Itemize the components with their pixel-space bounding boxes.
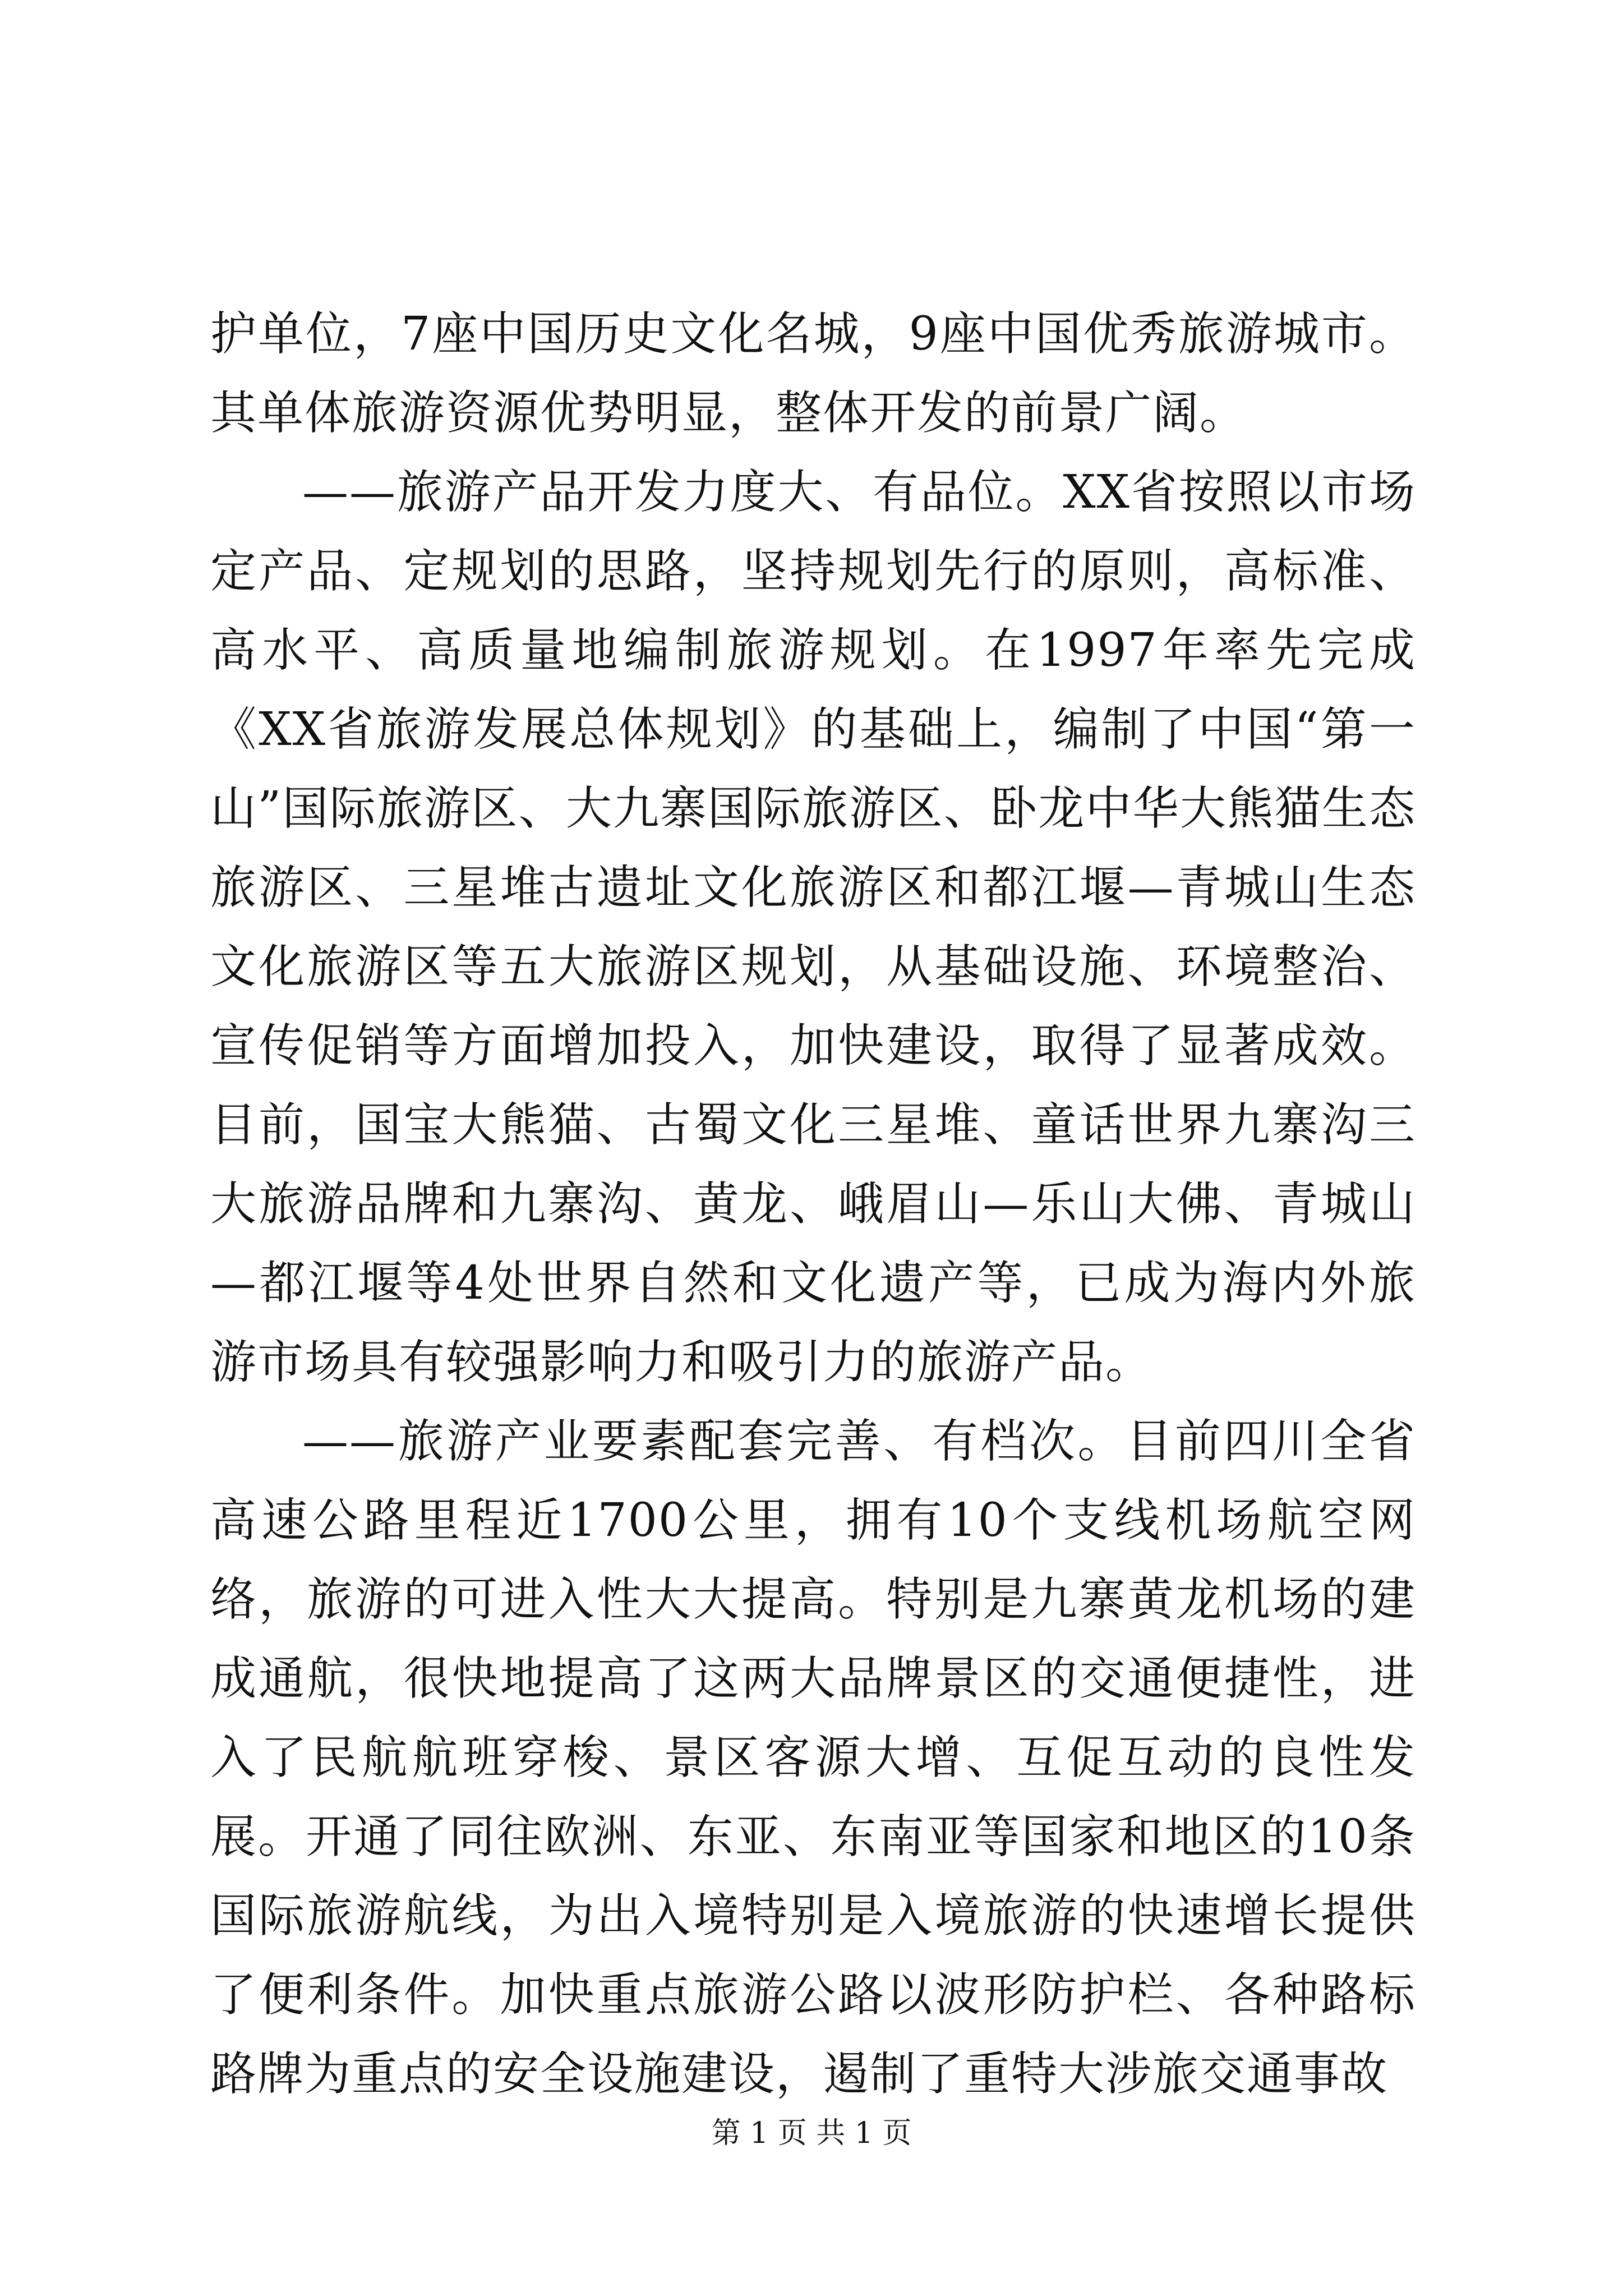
paragraph-2: ——旅游产品开发力度大、有品位。XX省按照以市场定产品、定规划的思路，坚持规划先行的原则，高标准、高水平、高质量地编制旅游规划。在1997年率先完成《XX省旅游发展总体规划》的基础上，编制了中国“第一山”国际旅游区、大九寨国际旅游区、卧龙中华大熊猫生态旅游区、三星堆古遗址文化旅游区和都江堰—青城山生态文化旅游区等五大旅游区规划，从基础设施、环境整治、宣传促销等方面增加投入，加快建设，取得了显著成效。目前，国宝大熊猫、古蜀文化三星堆、童话世界九寨沟三大旅游品牌和九寨沟、黄龙、峨眉山—乐山大佛、青城山—都江堰等4处世界自然和文化遗产等，已成为海内外旅游市场具有较强影响力和吸引力的旅游产品。 <box>210 466 1416 1389</box>
page-footer: 第 1 页 共 1 页 <box>711 2116 912 2150</box>
paragraph-1: 护单位，7座中国历史文化名城，9座中国优秀旅游城市。其单体旅游资源优势明显，整体开发的前景广阔。 <box>210 307 1416 440</box>
paragraph-3: ——旅游产业要素配套完善、有档次。目前四川全省高速公路里程近1700公里，拥有10个支线机场航空网络，旅游的可进入性大大提高。特别是九寨黄龙机场的建成通航，很快地提高了这两大品牌景区的交通便捷性，进入了民航航班穿梭、景区客源大增、互促互动的良性发展。开通了同往欧洲、东亚、东南亚等国家和地区的10条国际旅游航线，为出入境特别是入境旅游的快速增长提供了便利条件。加快重点旅游公路以波形防护栏、各种路标路牌为重点的安全设施建设，遏制了重特大涉旅交通事故 <box>210 1415 1416 2101</box>
document-body <box>210 295 1416 2114</box>
